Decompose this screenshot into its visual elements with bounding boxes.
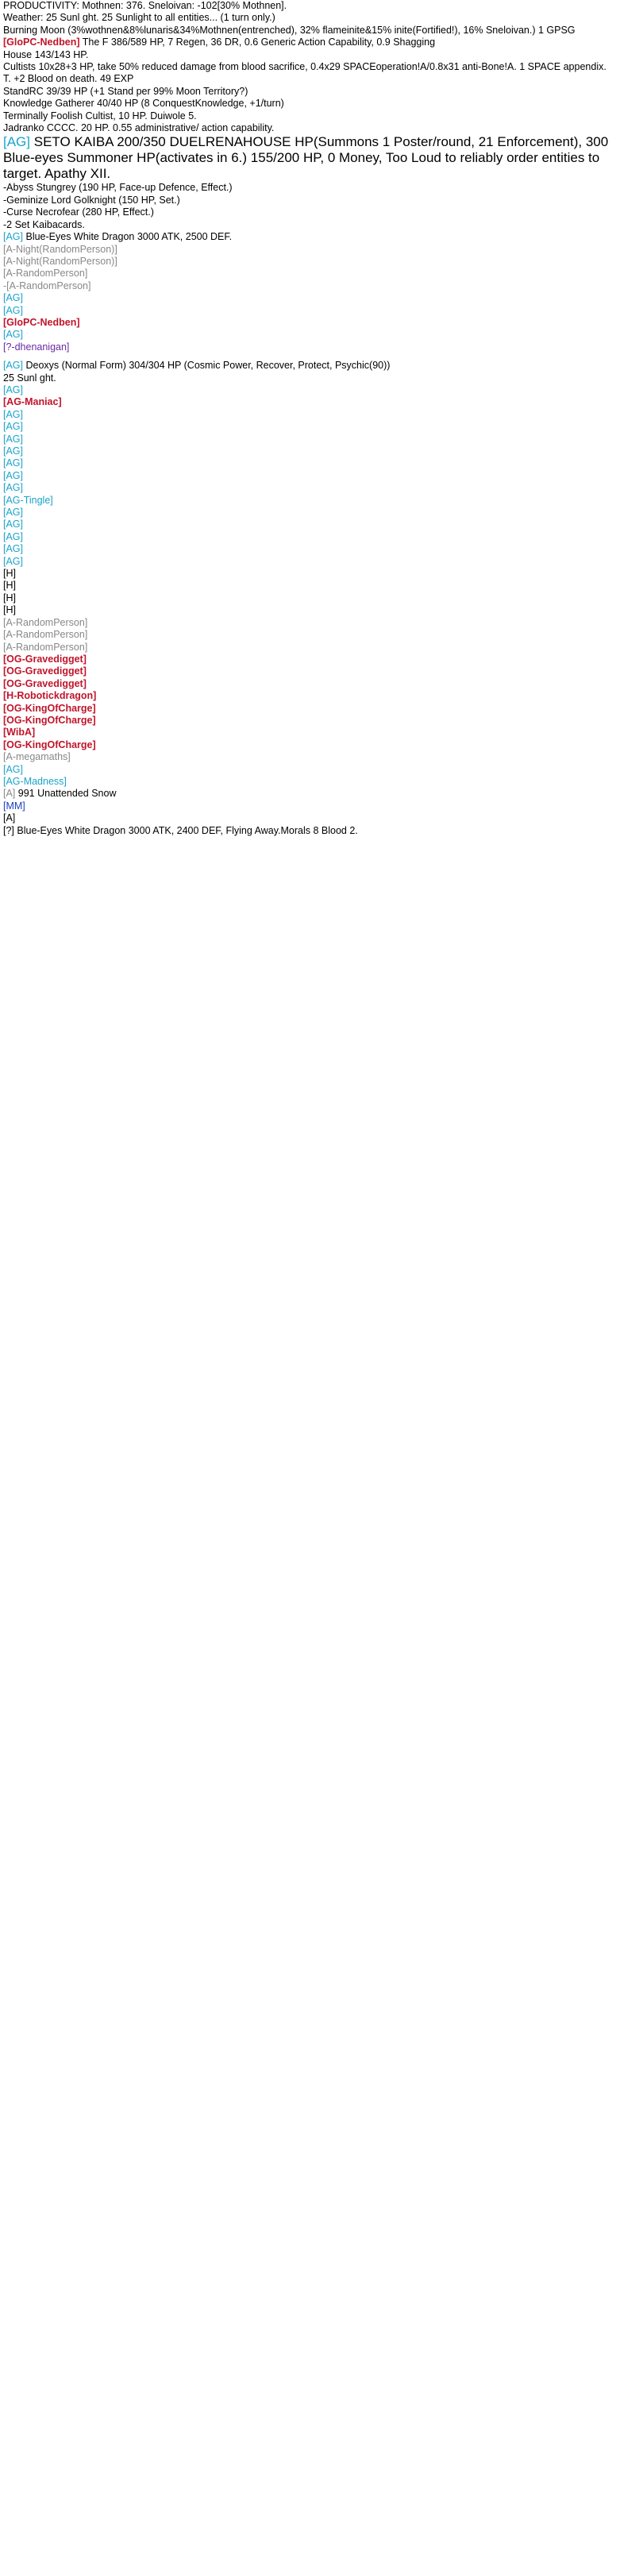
entity-line	[3, 329, 610, 341]
entity-line	[3, 396, 610, 408]
entity-tag[interactable]: [A-Night(RandomPerson)]	[3, 243, 117, 255]
entity-tag[interactable]: [AG]	[3, 543, 24, 555]
entity-line	[3, 182, 610, 194]
block-tag: [AG]	[3, 134, 31, 150]
entity-line	[3, 739, 610, 751]
entity-tag[interactable]: [AG-Maniac]	[3, 396, 62, 408]
entity-tag[interactable]: [AG]	[3, 555, 24, 567]
entity-tag[interactable]: [AG]	[3, 421, 24, 433]
entity-tag[interactable]: [MM]	[3, 800, 25, 812]
entity-line	[3, 580, 610, 592]
entity-line	[3, 543, 610, 555]
entity-line	[3, 690, 610, 702]
entity-line	[3, 776, 610, 788]
entity-tag[interactable]: [AG]	[3, 469, 24, 481]
entity-tag[interactable]: [OG-Gravedigget]	[3, 653, 87, 665]
entity-line	[3, 219, 610, 231]
entity-tag[interactable]: [AG]	[3, 384, 24, 395]
entity-text: Blue-Eyes White Dragon 3000 ATK, 2400 DEF, Flying Away.Morals 8 Blood 2.	[13, 824, 358, 836]
entity-tag[interactable]: [AG]	[3, 408, 24, 420]
entity-tag[interactable]: [AG]	[3, 457, 24, 469]
seto-kaiba-block-title	[3, 134, 610, 182]
entity-line	[3, 654, 610, 665]
entity-line	[3, 434, 610, 445]
entity-tag[interactable]: [AG]	[3, 433, 24, 445]
entity-line	[3, 341, 610, 353]
entity-tag[interactable]: [AG-Tingle]	[3, 494, 53, 506]
entity-line	[3, 360, 610, 372]
entity-line	[3, 244, 610, 256]
entity-line	[3, 519, 610, 530]
entity-line	[3, 37, 610, 48]
entity-line	[3, 642, 610, 654]
entity-line	[3, 409, 610, 421]
entity-line	[3, 292, 610, 304]
entity-line	[3, 195, 610, 206]
header-block	[3, 0, 610, 37]
entity-text: Knowledge Gatherer 40/40 HP (8 ConquestKnowledge, +1/turn)	[3, 98, 284, 110]
entity-line	[3, 482, 610, 494]
entity-line	[3, 556, 610, 568]
entity-text: House 143/143 HP.	[3, 48, 89, 60]
entity-tag[interactable]: [GloPC-Nedben]	[3, 37, 80, 48]
entity-text: Deoxys (Normal Form) 304/304 HP (Cosmic Power, Recover, Protect, Psychic(90))	[23, 360, 391, 372]
entity-line	[3, 592, 610, 604]
entity-line	[3, 604, 610, 616]
entity-text: -2 Set Kaibacards.	[3, 218, 85, 230]
entity-tag[interactable]: [A-RandomPerson]	[3, 616, 88, 628]
entity-tag[interactable]: [AG]	[3, 304, 24, 316]
entity-line	[3, 86, 610, 98]
entity-block-1	[3, 37, 610, 134]
entity-tag[interactable]: [A-megamaths]	[3, 751, 71, 763]
entity-tag[interactable]: [OG-KingOfCharge]	[3, 738, 96, 750]
entity-text: -Curse Necrofear (280 HP, Effect.)	[3, 206, 154, 218]
entity-line	[3, 372, 610, 384]
entity-tag[interactable]: [A-RandomPerson]	[3, 268, 88, 280]
entity-line	[3, 800, 610, 812]
entity-tag[interactable]: [H]	[3, 592, 16, 604]
entity-tag[interactable]: [A-Night(RandomPerson)]	[3, 255, 117, 267]
entity-line	[3, 457, 610, 469]
entity-tag[interactable]: [AG]	[3, 231, 24, 243]
entity-line	[3, 470, 610, 482]
entity-line	[3, 280, 610, 292]
entity-line	[3, 507, 610, 519]
entity-line	[3, 812, 610, 824]
entity-tag[interactable]: [OG-Gravedigget]	[3, 665, 87, 677]
entity-line	[3, 678, 610, 690]
entity-line	[3, 110, 610, 122]
entity-tag[interactable]: [H]	[3, 580, 16, 592]
entity-tag[interactable]: [AG-Madness]	[3, 775, 67, 787]
entity-tag[interactable]: [AG]	[3, 482, 24, 494]
entity-text: Jadranko CCCC. 20 HP. 0.55 administrative/ action capability.	[3, 122, 275, 134]
entity-line	[3, 568, 610, 580]
entity-text: 25 Sunl ght.	[3, 372, 56, 384]
entity-line	[3, 256, 610, 268]
entity-line	[3, 384, 610, 396]
entity-line	[3, 206, 610, 218]
entity-text: Terminally Foolish Cultist, 10 HP. Duiwole 5.	[3, 110, 197, 121]
entity-tag[interactable]: [AG]	[3, 445, 24, 457]
entity-tag[interactable]: [?-dhenanigan]	[3, 341, 70, 353]
entity-text: Blue-Eyes White Dragon 3000 ATK, 2500 DEF.	[23, 231, 233, 243]
entity-line	[3, 231, 610, 243]
entity-text: Cultists 10x28+3 HP, take 50% reduced damage from blood sacrifice, 0.4x29 SPACEoperation!A/0.8x31 anti-Bone!A. 1 SPACE appendix. T. +2 Blood on death. 49 EXP	[3, 61, 607, 85]
entity-tag[interactable]: [OG-Gravedigget]	[3, 677, 87, 689]
entity-tag[interactable]: [AG]	[3, 507, 24, 519]
entity-text: StandRC 39/39 HP (+1 Stand per 99% Moon Territory?)	[3, 85, 248, 97]
entity-line	[3, 531, 610, 543]
entity-tag[interactable]: -[A-RandomPerson]	[3, 280, 91, 291]
entity-tag[interactable]: [AG]	[3, 360, 24, 372]
entity-line	[3, 122, 610, 134]
entity-tag[interactable]: [AG]	[3, 763, 24, 775]
entity-line	[3, 445, 610, 457]
entity-line	[3, 703, 610, 715]
entity-tag[interactable]: [OG-KingOfCharge]	[3, 702, 96, 714]
block-text: SETO KAIBA 200/350 DUELRENAHOUSE HP(Summons 1 Poster/round, 21 Enforcement), 300 Blue-eyes Summoner HP(activates in 6.) 155/200 HP, 0 Money, Too Loud to reliably order entities to target. Apathy XII.	[3, 134, 609, 182]
entity-tag[interactable]: [GloPC-Nedben]	[3, 316, 80, 328]
entity-tag[interactable]: [H]	[3, 604, 16, 616]
entity-tag[interactable]: [AG]	[3, 329, 24, 341]
entity-line	[3, 715, 610, 727]
entity-tag[interactable]: [AG]	[3, 519, 24, 530]
entity-tag[interactable]: [A-RandomPerson]	[3, 629, 88, 641]
entity-tag[interactable]: [A]	[3, 812, 16, 824]
entity-line	[3, 751, 610, 763]
entity-line	[3, 421, 610, 433]
entity-block-2	[3, 182, 610, 353]
entity-line	[3, 49, 610, 61]
entity-tag[interactable]: [?]	[3, 824, 14, 836]
entity-line	[3, 305, 610, 317]
header-line: PRODUCTIVITY: Mothnen: 376. Sneloivan: -102[30% Mothnen].	[3, 0, 287, 11]
forum-post	[0, 0, 614, 837]
entity-tag[interactable]: [OG-KingOfCharge]	[3, 714, 96, 726]
header-line: Weather: 25 Sunl ght. 25 Sunlight to all entities... (1 turn only.)	[3, 12, 275, 24]
entity-text: -Abyss Stungrey (190 HP, Face-up Defence, Effect.)	[3, 182, 233, 194]
entity-tag[interactable]: [AG]	[3, 530, 24, 542]
entity-text: The F 386/589 HP, 7 Regen, 36 DR, 0.6 Generic Action Capability, 0.9 Shagging	[79, 37, 436, 48]
entity-text: -Geminize Lord Golknight (150 HP, Set.)	[3, 194, 180, 206]
entity-line	[3, 825, 610, 837]
entity-tag[interactable]: [A-RandomPerson]	[3, 641, 88, 653]
entity-line	[3, 764, 610, 776]
entity-tag[interactable]: [WibA]	[3, 727, 36, 738]
entity-line	[3, 98, 610, 110]
entity-block-3	[3, 360, 610, 837]
entity-line	[3, 268, 610, 280]
header-line: Burning Moon (3%wothnen&8%lunaris&34%Mothnen(entrenched), 32% flameinite&15% inite(Fortified!), 16% Sneloivan.) 1 GPSG	[3, 24, 576, 36]
entity-line	[3, 727, 610, 738]
entity-line	[3, 317, 610, 329]
entity-line	[3, 617, 610, 629]
entity-line	[3, 788, 610, 800]
entity-line	[3, 665, 610, 677]
entity-tag[interactable]: [AG]	[3, 292, 24, 304]
entity-tag[interactable]: [H]	[3, 568, 16, 580]
entity-line	[3, 61, 610, 86]
entity-tag[interactable]: [A]	[3, 788, 16, 800]
entity-line	[3, 495, 610, 507]
entity-text: 991 Unattended Snow	[15, 788, 117, 800]
entity-tag[interactable]: [H-Robotickdragon]	[3, 690, 97, 702]
entity-line	[3, 629, 610, 641]
